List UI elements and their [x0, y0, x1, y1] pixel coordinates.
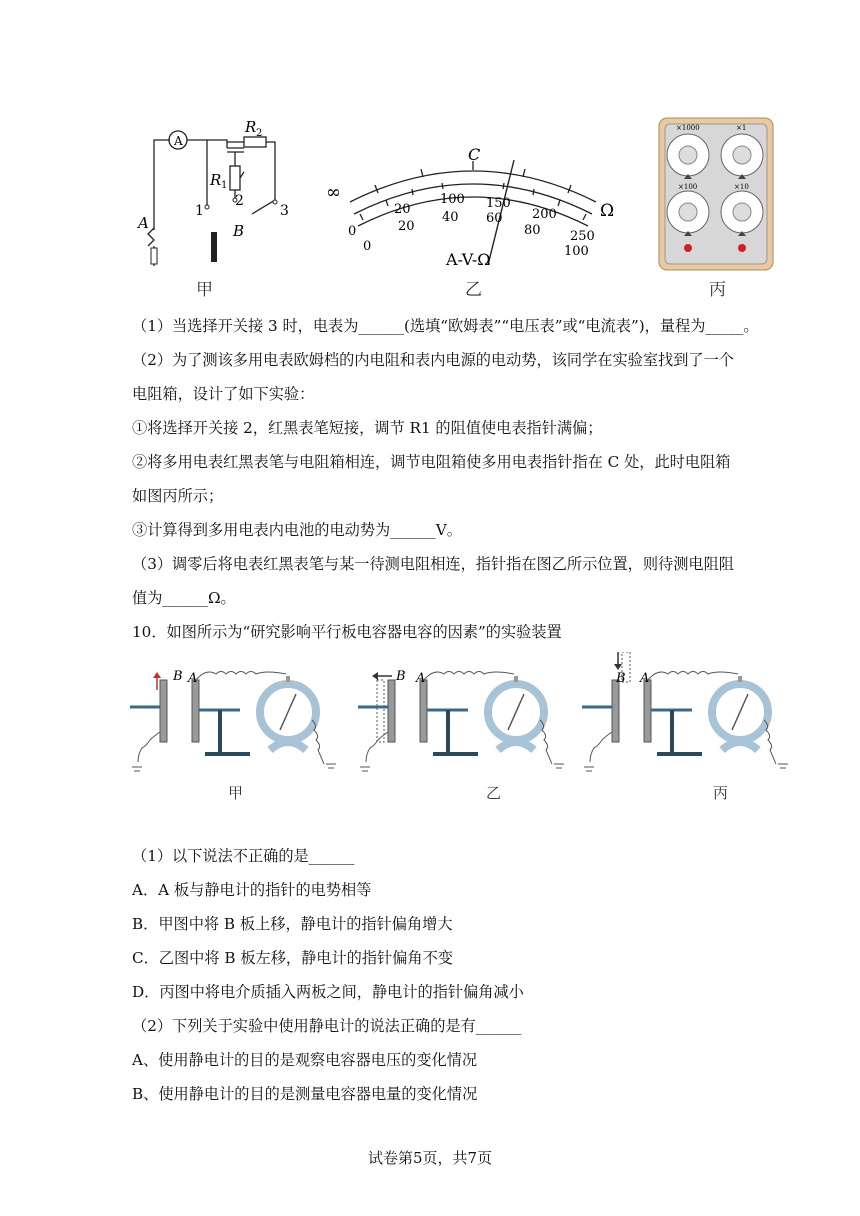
outer-tick-label: 200 — [532, 207, 557, 222]
q9-part2-line1: （2）为了测该多用电表欧姆档的内电阻和表内电源的电动势，该同学在实验室找到了一个 — [132, 351, 734, 369]
plate-a-label: A — [188, 671, 198, 686]
plate-b-label: B — [396, 669, 406, 684]
outer-tick-label: 250 — [570, 229, 595, 244]
outer-tick-label: 100 — [440, 192, 465, 207]
page-footer: 试卷第5页，共7页 — [367, 1149, 493, 1167]
inner-tick-label: 0 — [363, 239, 372, 254]
q10-option-c: C．乙图中将 B 板左移，静电计的指针偏角不变 — [132, 949, 453, 967]
ammeter-label: A — [174, 134, 183, 148]
inner-tick-label: 100 — [564, 244, 589, 259]
q9-part1: （1）当选择开关接 3 时，电表为______(选填“欧姆表”“电压表”或“电流表”)，量程为_____。 — [132, 317, 759, 335]
outer-tick-label: 20 — [394, 202, 411, 217]
capacitor-apparatus-figure — [130, 652, 810, 782]
inner-tick-label: 60 — [486, 211, 503, 226]
plate-a-label: A — [416, 671, 426, 686]
q10-part2-option-a: A、使用静电计的目的是观察电容器电压的变化情况 — [132, 1051, 478, 1069]
caption-jia: 甲 — [196, 280, 213, 300]
r2-label: R — [245, 118, 257, 136]
q10-option-d: D．丙图中将电介质插入两板之间，静电计的指针偏角减小 — [132, 983, 524, 1001]
resistance-box-bing — [658, 117, 774, 271]
caption-jia-2: 甲 — [228, 784, 244, 802]
meter-name: A-V-Ω — [446, 250, 491, 269]
point-c-label: C — [468, 145, 481, 164]
inner-tick-label: 40 — [442, 210, 459, 225]
r2-sub: 2 — [256, 128, 263, 139]
q9-step1: ①将选择开关接 2，红黑表笔短接，调节 R1 的阻值使电表指针满偏； — [132, 419, 603, 437]
dial-x10-label: ×10 — [734, 183, 749, 191]
caption-bing: 丙 — [709, 280, 726, 300]
q10-part2: （2）下列关于实验中使用静电计的说法正确的是有______ — [132, 1017, 522, 1035]
q9-step2-line2: 如图丙所示； — [132, 487, 224, 505]
probe-b-label: B — [233, 222, 245, 240]
q9-part2-line2: 电阻箱，设计了如下实验： — [132, 385, 315, 403]
ohm-symbol: Ω — [600, 201, 615, 221]
inner-tick-label: 20 — [398, 219, 415, 234]
probe-a-label: A — [138, 214, 149, 232]
plate-b-label: B — [173, 669, 183, 684]
terminal-2-label: 2 — [235, 193, 244, 209]
outer-tick-label: 150 — [486, 196, 511, 211]
infinity-label: ∞ — [326, 182, 341, 203]
q10-part2-option-b: B、使用静电计的目的是测量电容器电量的变化情况 — [132, 1085, 478, 1103]
outer-tick-label: 0 — [348, 224, 357, 239]
caption-yi: 乙 — [465, 280, 482, 300]
caption-yi-2: 乙 — [486, 784, 502, 802]
circuit-diagram-jia — [132, 110, 302, 270]
q10-option-b: B．甲图中将 B 板上移，静电计的指针偏角增大 — [132, 915, 453, 933]
meter-dial-yi — [318, 140, 628, 270]
q10-part1: （1）以下说法不正确的是______ — [132, 847, 355, 865]
terminal-1-label: 1 — [195, 203, 204, 219]
r1-sub: 1 — [221, 180, 228, 191]
q10-title: 10．如图所示为“研究影响平行板电容器电容的因素”的实验装置 — [132, 623, 562, 641]
q9-step2-line1: ②将多用电表红黑表笔与电阻箱相连，调节电阻箱使多用电表指针指在 C 处，此时电阻箱 — [132, 453, 731, 471]
dial-x1-label: ×1 — [736, 124, 747, 132]
terminal-3-label: 3 — [280, 203, 289, 219]
q10-option-a: A．A 板与静电计的指针的电势相等 — [132, 881, 372, 899]
dial-x100-label: ×100 — [678, 183, 698, 191]
inner-tick-label: 80 — [524, 223, 541, 238]
plate-b-label: B — [616, 671, 626, 686]
plate-a-label: A — [640, 671, 650, 686]
q9-part3-line2: 值为______Ω。 — [132, 589, 236, 607]
dial-x1000-label: ×1000 — [676, 124, 700, 132]
caption-bing-2: 丙 — [713, 784, 729, 802]
r1-label: R — [210, 171, 222, 189]
q9-part3-line1: （3）调零后将电表红黑表笔与某一待测电阻相连，指针指在图乙所示位置，则待测电阻阻 — [132, 555, 734, 573]
q9-step3: ③计算得到多用电表内电池的电动势为______V。 — [132, 521, 462, 539]
